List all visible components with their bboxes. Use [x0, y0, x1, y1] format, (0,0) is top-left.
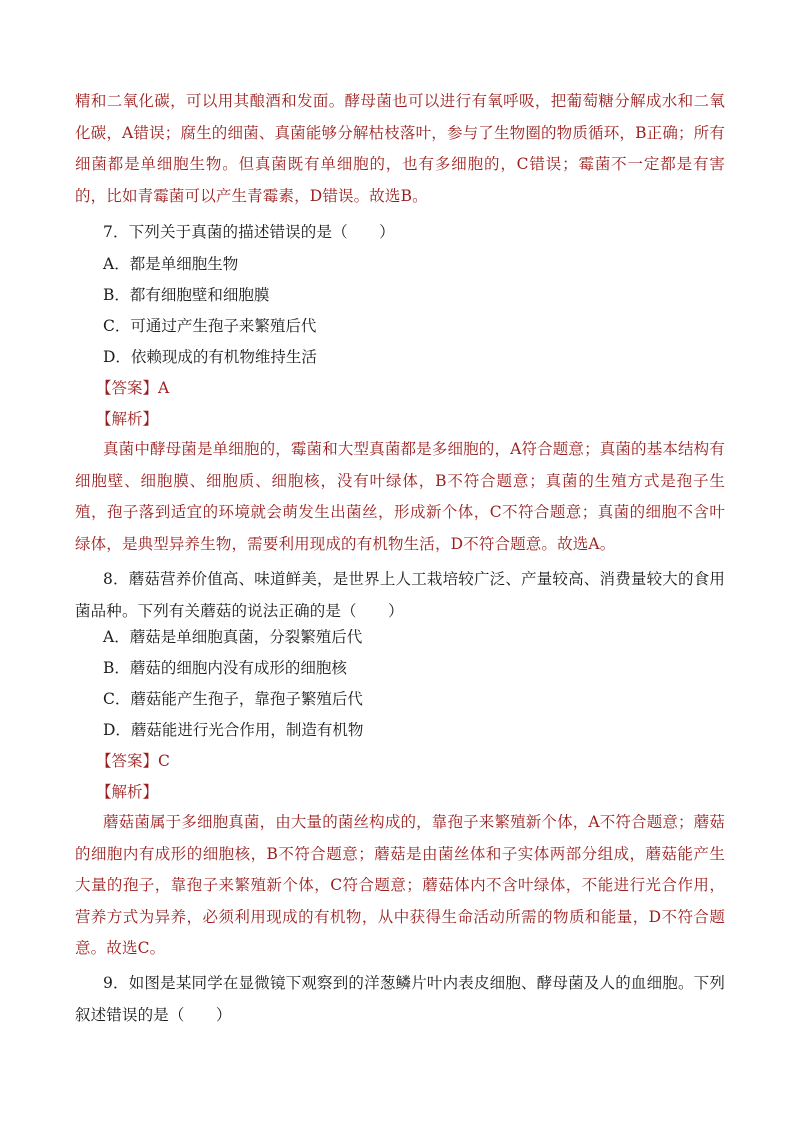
- q7-option-d: D．依赖现成的有机物维持生活: [103, 348, 317, 366]
- q7-stem-text: 7．下列关于真菌的描述错误的是（ ）: [103, 223, 395, 241]
- q7-option-b: B．都有细胞壁和细胞膜: [103, 286, 270, 304]
- q7-option-a: A．都是单细胞生物: [103, 255, 239, 273]
- q7-analysis-label: 【解析】: [96, 410, 159, 428]
- q7-analysis-text: 真菌中酵母菌是单细胞的，霉菌和大型真菌都是多细胞的，A符合题意；真菌的基本结构有细胞壁、细胞膜、细胞质、细胞核，没有叶绿体，B不符合题意；真菌的生殖方式是孢子生殖，孢子落到适宜的环境就会萌发生出菌丝，形成新个体，C不符合题意；真菌的细胞不含叶绿体，是典型异养生物，需要利用现成的有机物生活，D不符合题意。故选A。: [75, 440, 725, 553]
- q7-stem: [75, 217, 725, 249]
- q7-answer-value: A: [158, 379, 170, 397]
- q8-analysis: [75, 807, 725, 965]
- q8-answer: [96, 751, 170, 771]
- q8-analysis-text: 蘑菇菌属于多细胞真菌，由大量的菌丝构成的，靠孢子来繁殖新个体，A不符合题意；蘑菇的细胞内有成形的细胞核，B不符合题意；蘑菇是由菌丝体和子实体两部分组成，蘑菇能产生大量的孢子，靠孢子来繁殖新个体，C符合题意；蘑菇体内不含叶绿体，不能进行光合作用，营养方式为异养，必须利用现成的有机物，从中获得生命活动所需的物质和能量，D不符合题意。故选C。: [75, 813, 725, 958]
- q8-option-c: C．蘑菇能产生孢子，靠孢子繁殖后代: [103, 690, 363, 708]
- q7-answer-label: 【答案】: [96, 379, 159, 397]
- q8-stem-text: 8．蘑菇营养价值高、味道鲜美，是世界上人工栽培较广泛、产量较高、消费量较大的食用菌品种。下列有关蘑菇的说法正确的是（ ）: [75, 570, 725, 620]
- q8-answer-value: C: [158, 752, 170, 770]
- q7-option-c: C．可通过产生孢子来繁殖后代: [103, 317, 317, 335]
- q7-analysis: [75, 434, 725, 560]
- q7-answer: [96, 378, 169, 398]
- q9-stem: [75, 968, 725, 1031]
- q6-analysis-text: 精和二氧化碳，可以用其酿酒和发面。酵母菌也可以进行有氧呼吸，把葡萄糖分解成水和二氧化碳，A错误；腐生的细菌、真菌能够分解枯枝落叶，参与了生物圈的物质循环，B正确；所有细菌都是单细胞生物。但真菌既有单细胞的，也有多细胞的，C错误；霉菌不一定都是有害的，比如青霉菌可以产生青霉素，D错误。故选B。: [75, 92, 725, 205]
- q8-answer-label: 【答案】: [96, 752, 159, 770]
- q8-option-b: B．蘑菇的细胞内没有成形的细胞核: [103, 659, 347, 677]
- q9-stem-text: 9．如图是某同学在显微镜下观察到的洋葱鳞片叶内表皮细胞、酵母菌及人的血细胞。下列叙述错误的是（ ）: [75, 974, 725, 1024]
- q8-option-a: A．蘑菇是单细胞真菌，分裂繁殖后代: [103, 628, 363, 646]
- q6-analysis-tail: [75, 86, 725, 212]
- q8-stem: [75, 564, 725, 627]
- q8-analysis-label: 【解析】: [96, 783, 159, 801]
- q8-option-d: D．蘑菇能进行光合作用，制造有机物: [103, 721, 364, 739]
